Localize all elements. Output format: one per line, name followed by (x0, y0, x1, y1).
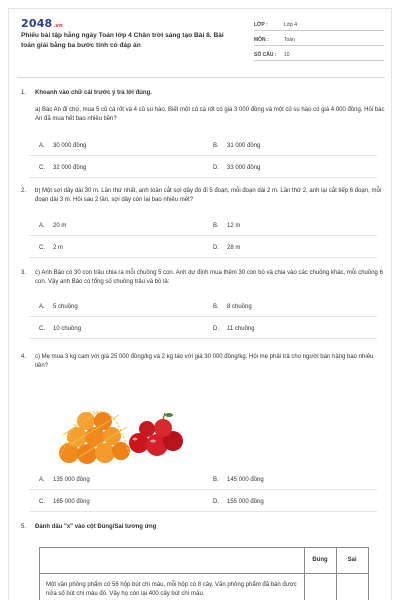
logo-suffix: .vn (53, 23, 63, 29)
question-instruction: Đánh dấu "x" vào cột Đúng/Sai tương ứng (35, 524, 157, 530)
question-instruction: Khoanh vào chữ cái trước ý trả lời đúng. (35, 90, 152, 96)
option-text: 12 m (227, 223, 241, 229)
question-number: 4. (21, 354, 27, 360)
option-label: C. (39, 326, 45, 332)
option-divider (29, 338, 377, 339)
option-label: B. (213, 143, 219, 149)
option-text: 2 m (53, 245, 64, 251)
option-label: D. (213, 245, 219, 251)
meta-subject (254, 34, 384, 46)
option-label: D. (213, 499, 219, 505)
option-divider (29, 316, 377, 317)
option-d[interactable] (213, 165, 260, 171)
option-c[interactable] (39, 326, 81, 332)
option-text: 10 chuồng (53, 326, 82, 332)
option-b[interactable] (213, 477, 264, 483)
option-c[interactable] (39, 499, 90, 505)
option-text: 11 chuồng (227, 326, 255, 332)
option-d[interactable] (213, 326, 255, 332)
question-number: 2. (21, 188, 27, 194)
option-a[interactable] (39, 304, 78, 310)
meta-grade (254, 19, 384, 31)
option-a[interactable] (39, 223, 66, 229)
meta-count-value: 10 (284, 52, 290, 58)
question-number: 3. (21, 270, 27, 276)
option-c[interactable] (39, 165, 86, 171)
option-text: 5 chuồng (53, 304, 78, 310)
option-divider (29, 511, 377, 512)
column-false-header: Sai (347, 557, 357, 563)
oranges-apples-image (49, 395, 189, 467)
true-false-table (39, 547, 369, 600)
option-text: 30 000 đồng (53, 143, 87, 149)
option-text: 135 000 đồng (53, 477, 90, 483)
option-text: 155 000 đồng (227, 499, 264, 505)
question-text: c) Mẹ mua 3 kg cam với giá 25 000 đồng/kg và 2 kg táo với giá 30 000 đồng/kg. Hỏi mẹ phải trả cho người bán hàng bao nhiêu tiền? (35, 354, 374, 369)
option-label: D. (213, 165, 219, 171)
question-text: b) Một sợi dây dài 30 m. Lần thứ nhất, anh toàn cắt sợi dây đó đi 5 đoạn, mỗi đoạn dài 2 m. Lần thứ 2, anh lại cắt tiếp 6 đoạn, mỗi đoạn dài 3 m. Hỏi sau 2 lần, sợi dây còn lại bao nhiêu mét? (35, 188, 382, 203)
meta-question-count (254, 49, 384, 61)
option-a[interactable] (39, 477, 90, 483)
option-text: 165 000 đồng (53, 499, 90, 505)
option-divider (29, 177, 377, 178)
worksheet-page (8, 8, 392, 600)
option-divider (29, 155, 377, 156)
statement-cell: Một văn phòng phẩm có 56 hộp bút chì màu, mỗi hộp có 8 cây. Văn phòng phẩm đã bán được nửa số bút chì màu đó. Vậy họ còn lại 400 cây bút chì màu. (46, 582, 297, 597)
site-logo[interactable] (21, 17, 63, 30)
option-c[interactable] (39, 245, 63, 251)
question-number: 5. (21, 524, 27, 530)
meta-grade-key: LỚP : (254, 22, 268, 28)
question-text: a) Bác An đi chợ, mua 5 củ cà rốt và 4 củ su hào. Biết một củ cà rốt có giá 3 000 đồng và một củ su hào có giá 4 000 đồng. Hỏi bác An đã mua hết bao nhiêu tiền? (35, 107, 385, 122)
option-a[interactable] (39, 143, 86, 149)
option-d[interactable] (213, 499, 264, 505)
option-text: 31 000 đồng (227, 143, 261, 149)
option-text: 145 000 đồng (227, 477, 264, 483)
option-text: 20 m (53, 223, 67, 229)
worksheet-header (9, 9, 392, 73)
option-text: 8 chuồng (227, 304, 252, 310)
option-label: A. (39, 304, 45, 310)
option-b[interactable] (213, 143, 260, 149)
question-number: 1. (21, 90, 27, 96)
option-label: A. (39, 223, 45, 229)
option-label: C. (39, 165, 45, 171)
orange-pile (59, 411, 130, 464)
option-label: D. (213, 326, 219, 332)
meta-count-key: SỐ CÂU : (254, 52, 277, 58)
option-label: A. (39, 143, 45, 149)
table-column-divider (336, 548, 337, 600)
option-b[interactable] (213, 304, 252, 310)
meta-grade-value: Lớp 4 (284, 22, 298, 28)
option-divider (29, 235, 377, 236)
option-text: 32 000 đồng (53, 165, 87, 171)
question-text: c) Anh Bảo có 30 con trâu chia ra mỗi chuồng 5 con. Anh dự định mua thêm 30 con bò và chia vào các chuồng khác, mỗi chuồng 6 con. Vậy anh Bảo có tổng số chuồng trâu và bò là: (35, 270, 383, 285)
option-label: B. (213, 304, 219, 310)
meta-subject-value: Toán (284, 37, 295, 43)
header-divider (17, 77, 385, 78)
apple-pile (129, 413, 183, 456)
option-divider (29, 257, 377, 258)
option-text: 28 m (227, 245, 241, 251)
option-label: B. (213, 477, 219, 483)
column-true-header: Đúng (312, 557, 328, 563)
worksheet-title: Phiếu bài tập hằng ngày Toán lớp 4 Chân trời sáng tạo Bài 8. Bài toán giải bằng ba bước tính có đáp án (21, 32, 224, 49)
option-text: 33 000 đồng (227, 165, 261, 171)
option-label: C. (39, 245, 45, 251)
option-d[interactable] (213, 245, 240, 251)
option-divider (29, 489, 377, 490)
meta-subject-key: MÔN : (254, 37, 269, 43)
logo-text: 2048 (21, 17, 53, 30)
option-label: B. (213, 223, 219, 229)
option-b[interactable] (213, 223, 240, 229)
option-label: A. (39, 477, 45, 483)
option-label: C. (39, 499, 45, 505)
